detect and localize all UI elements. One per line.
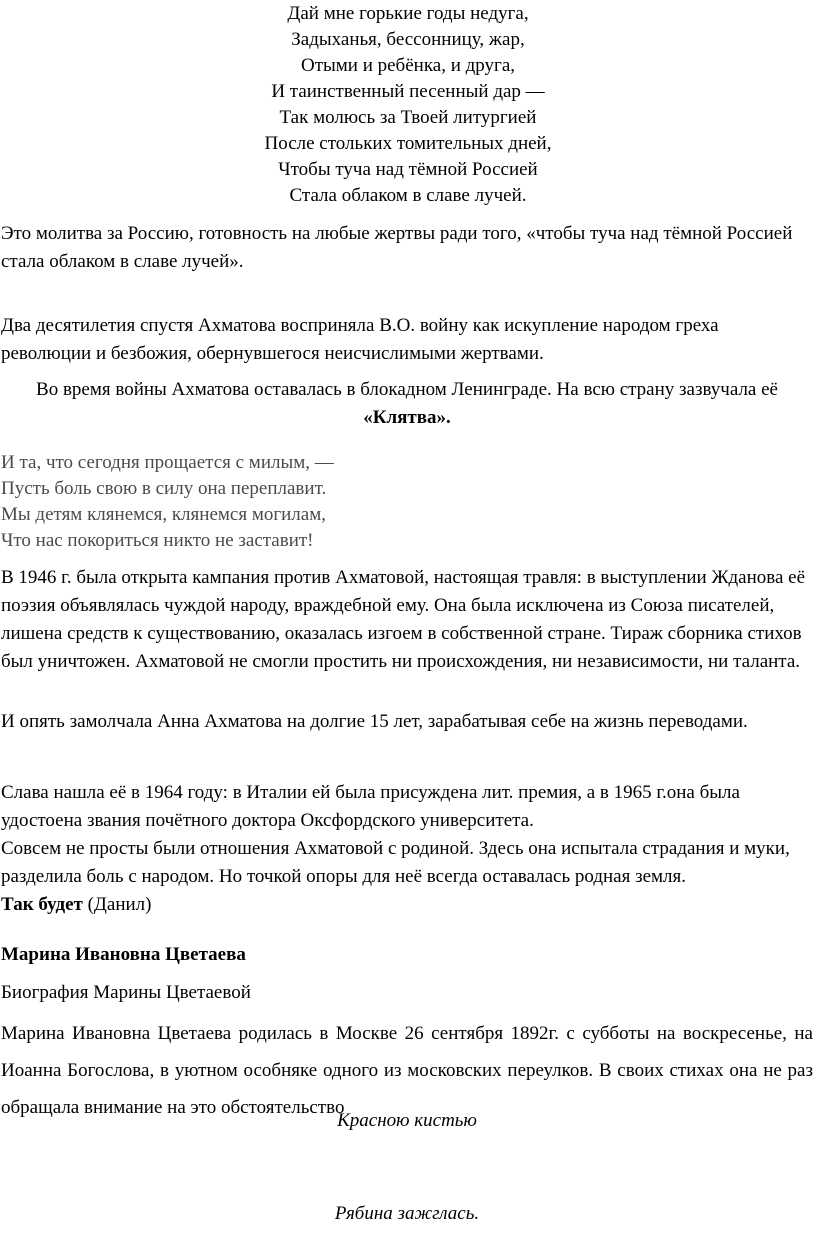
tsvetaeva-heading: Марина Ивановна Цветаева xyxy=(1,944,246,965)
signoff xyxy=(1,891,813,919)
section-subheading: Биография Марины Цветаевой xyxy=(1,982,251,1003)
paragraph-birth: Марина Ивановна Цветаева родилась в Москве 26 сентября 1892г. с субботы на воскресенье, на Иоанна Богослова, в уютном особняке одного из московских переулков. В своих стихах она не раз обращала внимание на это обстоятельство xyxy=(1,1023,813,1118)
paragraph-fame: Слава нашла её в 1964 году: в Италии ей была присуждена лит. премия, а в 1965 г.она была удостоена звания почётного доктора Оксфордского университета. xyxy=(1,782,740,831)
paragraph-blockade xyxy=(1,376,813,432)
signoff-bold: Так будет xyxy=(1,894,83,915)
poem-line-rowan-2: Рябина зажглась. xyxy=(334,1203,480,1224)
poem-line: Пусть боль свою в силу она переплавит. xyxy=(1,478,327,499)
poem-line: Чтобы туча над тёмной Россией xyxy=(278,159,538,180)
poem-line: Мы детям клянемся, клянемся могилам, xyxy=(1,504,326,525)
poem-oath xyxy=(1,450,813,554)
paragraph-homeland: Совсем не просты были отношения Ахматовой с родиной. Здесь она испытала страдания и муки, разделила боль с народом. Но точкой опоры для неё всегда оставалась родная земля. xyxy=(1,838,790,887)
poem-prayer xyxy=(0,1,816,209)
poem-line: И таинственный песенный дар — xyxy=(271,81,545,102)
oath-title: «Клятва». xyxy=(363,407,451,428)
poem-line: Отыми и ребёнка, и друга, xyxy=(300,55,516,76)
signoff-author: (Данил) xyxy=(82,894,152,915)
poem-line: Дай мне горькие годы недуга, xyxy=(287,3,529,24)
section-heading xyxy=(1,941,813,969)
blockade-text: Во время войны Ахматова оставалась в блокадном Ленинграде. На всю страну зазвучала её xyxy=(36,379,778,400)
poem-line: Так молюсь за Твоей литургией xyxy=(279,107,537,128)
paragraph-1946: В 1946 г. была открыта кампания против Ахматовой, настоящая травля: в выступлении Жданова её поэзия объявлялась чуждой народу, враждебной ему. Она была исключена из Союза писателей, лишена средств к существованию, оказалась изгоем в собственной стране. Тираж сборника стихов был уничтожен. Ахматовой не смогли простить ни происхождения, ни независимости, ни таланта. xyxy=(1,567,806,672)
poem-line: После стольких томительных дней, xyxy=(264,133,552,154)
poem-line-rowan-1: Красною кистью xyxy=(337,1110,477,1131)
poem-line: Что нас покориться никто не заставит! xyxy=(1,530,314,551)
poem-line: И та, что сегодня прощается с милым, — xyxy=(1,452,334,473)
poem-line: Стала облаком в славе лучей. xyxy=(289,185,527,206)
paragraph-war: Два десятилетия спустя Ахматова восприняла В.О. войну как искупление народом греха революции и безбожия, обернувшегося неисчислимыми жертвами. xyxy=(1,315,719,364)
paragraph-prayer: Это молитва за Россию, готовность на любые жертвы ради того, «чтобы туча над тёмной Россией стала облаком в славе лучей». xyxy=(1,223,793,272)
poem-line: Задыханья, бессонницу, жар, xyxy=(291,29,525,50)
paragraph-silence: И опять замолчала Анна Ахматова на долгие 15 лет, зарабатывая себе на жизнь переводами. xyxy=(1,711,748,732)
